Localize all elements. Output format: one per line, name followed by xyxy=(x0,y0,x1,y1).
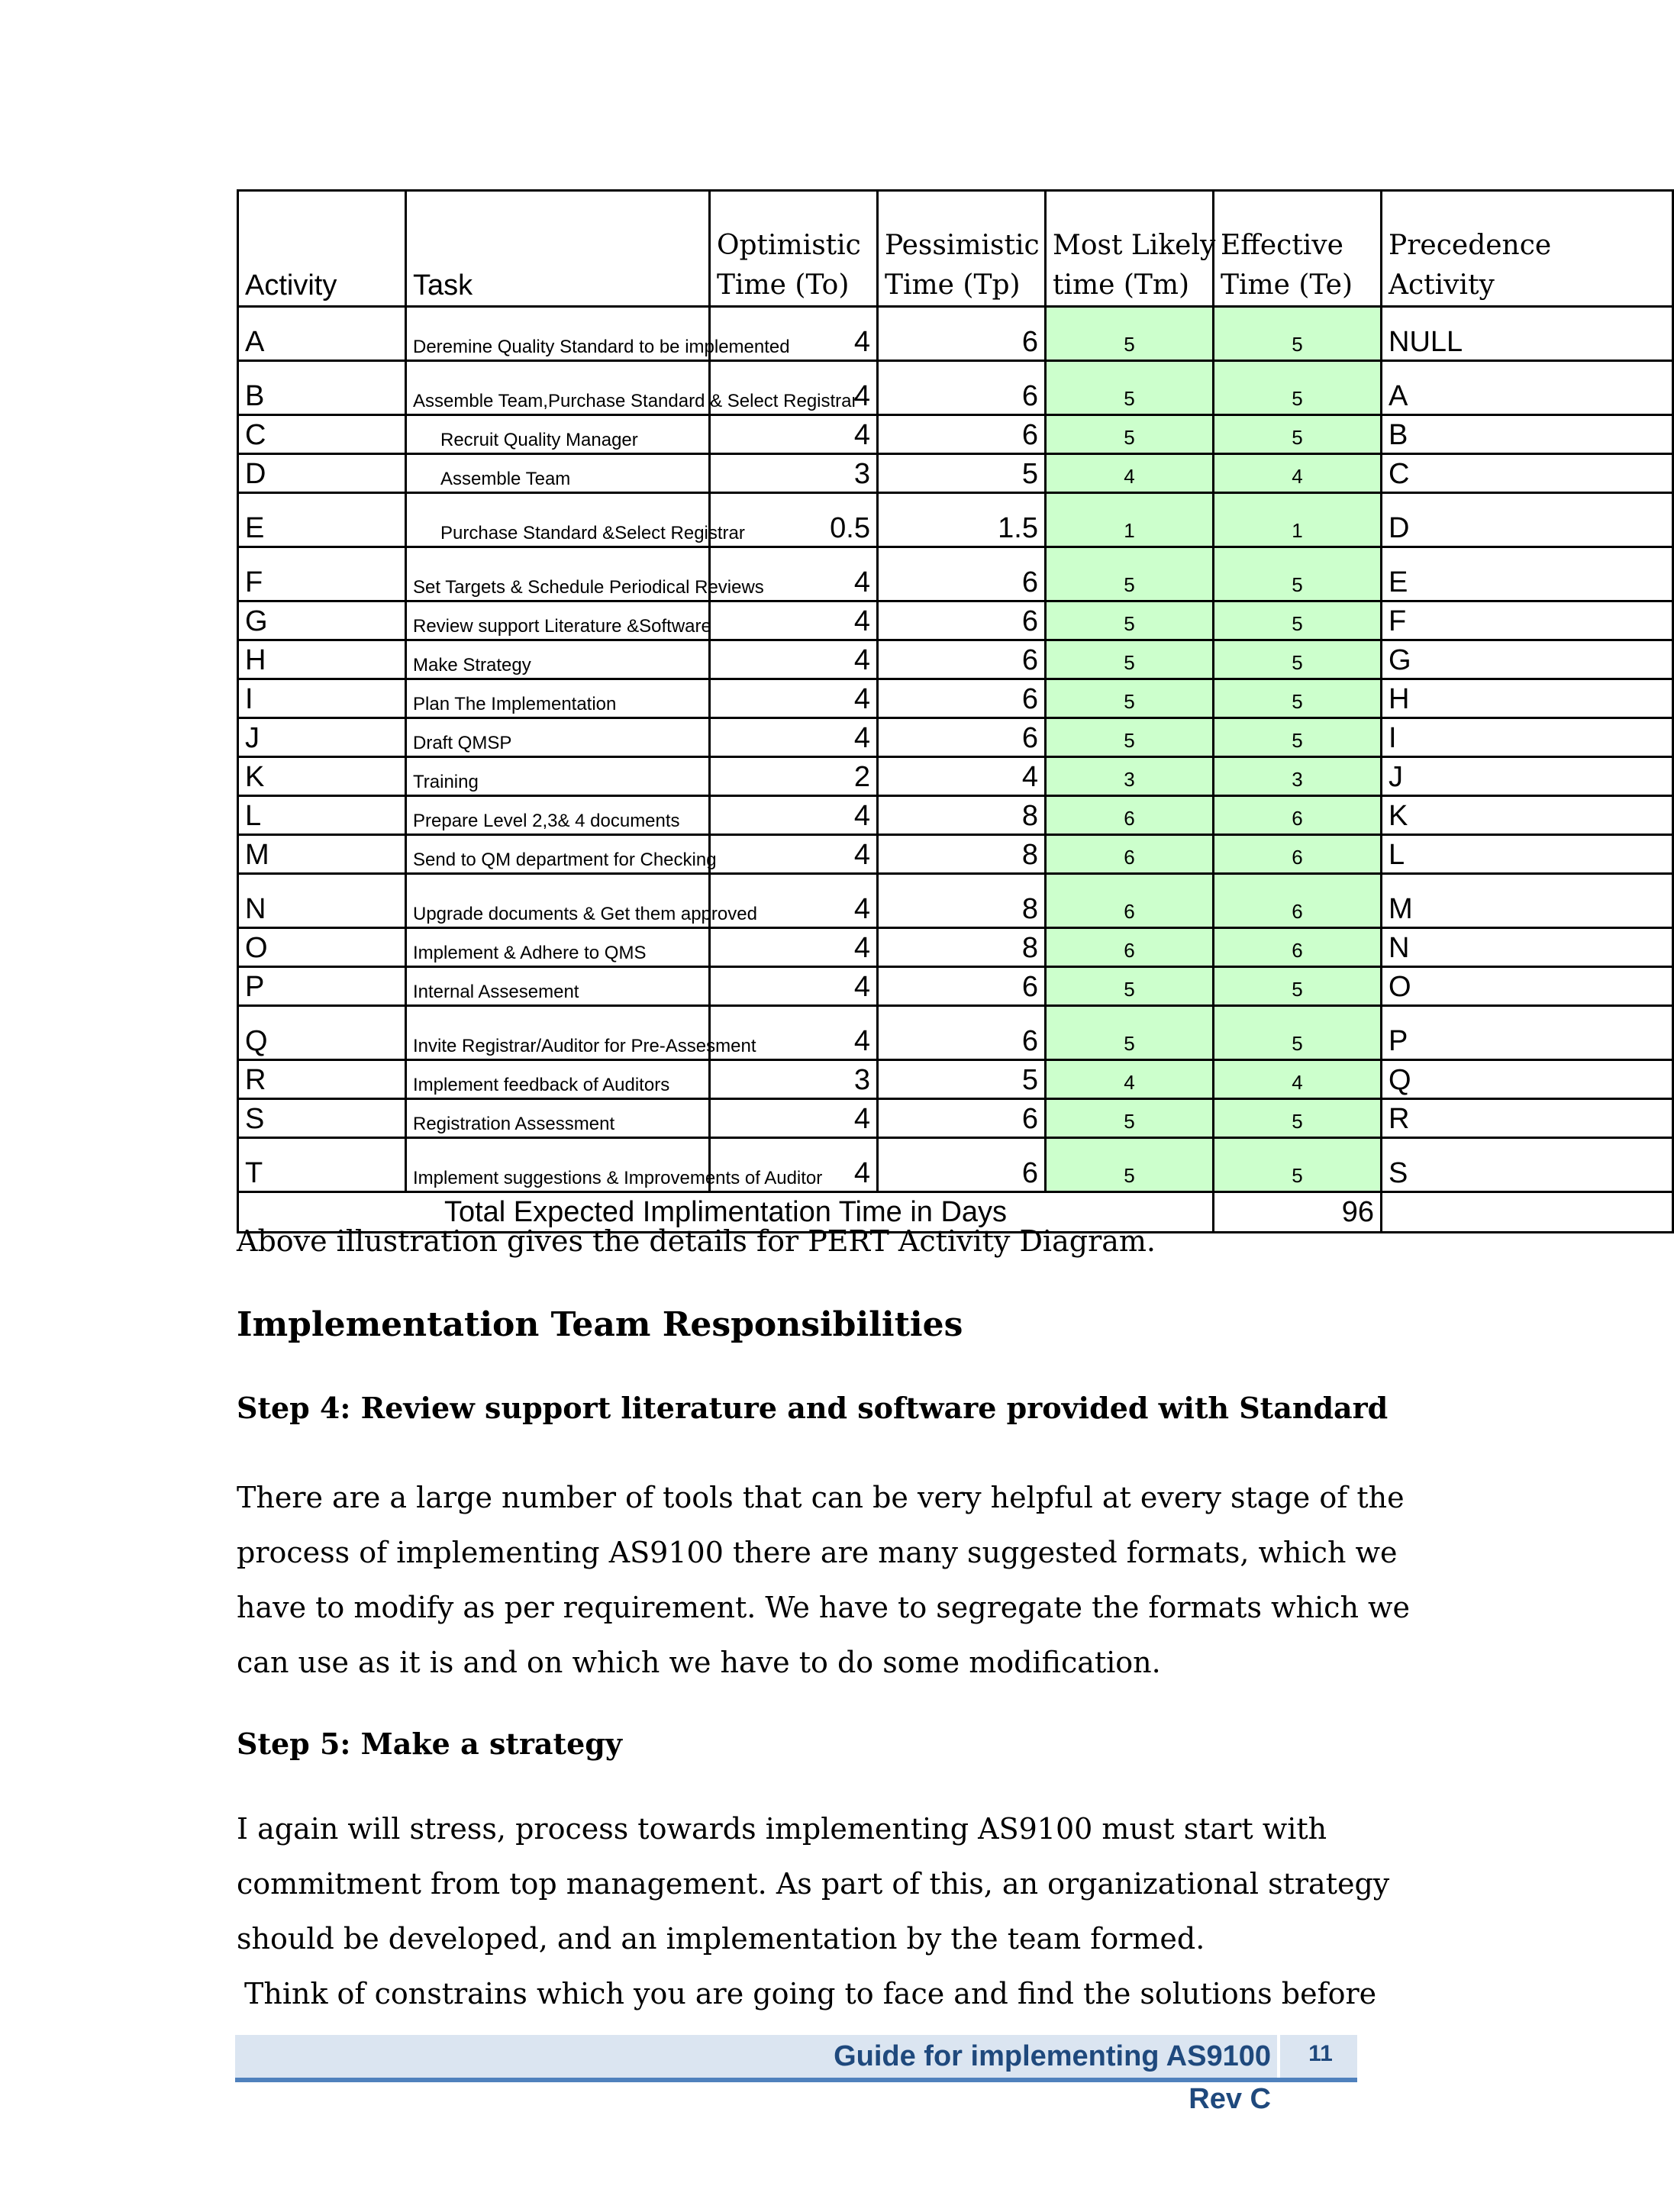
precedence-cell: NULL xyxy=(1382,307,1673,361)
header-task: Task xyxy=(406,191,710,307)
most-likely-cell: 1 xyxy=(1046,493,1214,547)
header-effective: Effective Time (Te) xyxy=(1214,191,1382,307)
task-cell: Review support Literature &Software xyxy=(406,601,710,640)
activity-cell: B xyxy=(238,361,406,415)
header-pessimistic: Pessimistic Time (Tp) xyxy=(878,191,1046,307)
pessimistic-cell: 6 xyxy=(878,679,1046,718)
pert-activity-table xyxy=(237,189,1674,1233)
effective-cell: 6 xyxy=(1214,928,1382,967)
effective-cell: 6 xyxy=(1214,796,1382,835)
task-cell: Purchase Standard &Select Registrar xyxy=(406,493,710,547)
optimistic-cell: 4 xyxy=(710,835,878,874)
total-value: 96 xyxy=(1214,1192,1382,1233)
precedence-cell: R xyxy=(1382,1099,1673,1138)
header-activity: Activity xyxy=(238,191,406,307)
optimistic-cell: 4 xyxy=(710,361,878,415)
table-row xyxy=(238,1099,1673,1138)
activity-cell: Q xyxy=(238,1006,406,1060)
pessimistic-cell: 6 xyxy=(878,718,1046,757)
task-cell: Draft QMSP xyxy=(406,718,710,757)
most-likely-cell: 5 xyxy=(1046,1099,1214,1138)
table-row xyxy=(238,757,1673,796)
optimistic-cell: 4 xyxy=(710,307,878,361)
table-row xyxy=(238,640,1673,679)
table-row xyxy=(238,307,1673,361)
task-cell: Send to QM department for Checking xyxy=(406,835,710,874)
effective-cell: 5 xyxy=(1214,415,1382,454)
effective-cell: 5 xyxy=(1214,1006,1382,1060)
task-cell: Internal Assesement xyxy=(406,967,710,1006)
activity-cell: D xyxy=(238,454,406,493)
activity-cell: P xyxy=(238,967,406,1006)
table-row xyxy=(238,454,1673,493)
effective-cell: 3 xyxy=(1214,757,1382,796)
optimistic-cell: 0.5 xyxy=(710,493,878,547)
precedence-cell: P xyxy=(1382,1006,1673,1060)
optimistic-cell: 4 xyxy=(710,1138,878,1192)
activity-cell: S xyxy=(238,1099,406,1138)
optimistic-cell: 2 xyxy=(710,757,878,796)
most-likely-cell: 5 xyxy=(1046,415,1214,454)
optimistic-cell: 4 xyxy=(710,967,878,1006)
precedence-cell: D xyxy=(1382,493,1673,547)
most-likely-cell: 6 xyxy=(1046,874,1214,928)
most-likely-cell: 5 xyxy=(1046,1138,1214,1192)
pessimistic-cell: 8 xyxy=(878,835,1046,874)
most-likely-cell: 4 xyxy=(1046,1060,1214,1099)
table-header-row xyxy=(238,191,1673,307)
task-cell: Set Targets & Schedule Periodical Reviews xyxy=(406,547,710,601)
most-likely-cell: 6 xyxy=(1046,796,1214,835)
activity-cell: T xyxy=(238,1138,406,1192)
step5-title: Step 5: Make a strategy xyxy=(237,1727,622,1761)
total-empty-cell xyxy=(1382,1192,1673,1233)
step5-paragraph-continued: Think of constrains which you are going to face and find the solutions before xyxy=(244,1977,1377,2010)
pessimistic-cell: 6 xyxy=(878,307,1046,361)
activity-cell: R xyxy=(238,1060,406,1099)
most-likely-cell: 6 xyxy=(1046,928,1214,967)
activity-cell: N xyxy=(238,874,406,928)
pessimistic-cell: 8 xyxy=(878,796,1046,835)
pessimistic-cell: 8 xyxy=(878,874,1046,928)
most-likely-cell: 4 xyxy=(1046,454,1214,493)
precedence-cell: G xyxy=(1382,640,1673,679)
optimistic-cell: 3 xyxy=(710,1060,878,1099)
task-cell: Make Strategy xyxy=(406,640,710,679)
table-row xyxy=(238,361,1673,415)
pessimistic-cell: 1.5 xyxy=(878,493,1046,547)
most-likely-cell: 5 xyxy=(1046,361,1214,415)
optimistic-cell: 3 xyxy=(710,454,878,493)
most-likely-cell: 5 xyxy=(1046,601,1214,640)
precedence-cell: K xyxy=(1382,796,1673,835)
effective-cell: 1 xyxy=(1214,493,1382,547)
effective-cell: 5 xyxy=(1214,547,1382,601)
effective-cell: 5 xyxy=(1214,718,1382,757)
precedence-cell: J xyxy=(1382,757,1673,796)
optimistic-cell: 4 xyxy=(710,1006,878,1060)
table-row xyxy=(238,874,1673,928)
most-likely-cell: 3 xyxy=(1046,757,1214,796)
most-likely-cell: 5 xyxy=(1046,1006,1214,1060)
effective-cell: 5 xyxy=(1214,640,1382,679)
optimistic-cell: 4 xyxy=(710,928,878,967)
precedence-cell: E xyxy=(1382,547,1673,601)
precedence-cell: N xyxy=(1382,928,1673,967)
pessimistic-cell: 6 xyxy=(878,1138,1046,1192)
activity-cell: K xyxy=(238,757,406,796)
table-row xyxy=(238,547,1673,601)
most-likely-cell: 6 xyxy=(1046,835,1214,874)
effective-cell: 5 xyxy=(1214,1099,1382,1138)
table-row xyxy=(238,928,1673,967)
footer-page-number: 11 xyxy=(1308,2041,1333,2066)
task-cell: Invite Registrar/Auditor for Pre-Assesment xyxy=(406,1006,710,1060)
header-most-likely: Most Likely time (Tm) xyxy=(1046,191,1214,307)
pessimistic-cell: 4 xyxy=(878,757,1046,796)
task-cell: Training xyxy=(406,757,710,796)
header-precedence: Precedence Activity xyxy=(1382,191,1673,307)
effective-cell: 6 xyxy=(1214,835,1382,874)
pessimistic-cell: 6 xyxy=(878,1006,1046,1060)
step5-paragraph: I again will stress, process towards implementing AS9100 must start with commitment from top management. As part of this, an organizational strategy should be developed, and an implementation by the team formed. xyxy=(237,1812,1390,1956)
table-row xyxy=(238,1138,1673,1192)
precedence-cell: L xyxy=(1382,835,1673,874)
pessimistic-cell: 6 xyxy=(878,1099,1046,1138)
table-row xyxy=(238,415,1673,454)
task-cell: Recruit Quality Manager xyxy=(406,415,710,454)
precedence-cell: I xyxy=(1382,718,1673,757)
task-cell: Plan The Implementation xyxy=(406,679,710,718)
optimistic-cell: 4 xyxy=(710,547,878,601)
precedence-cell: C xyxy=(1382,454,1673,493)
total-label: Total Expected Implimentation Time in Days xyxy=(238,1192,1214,1233)
table-caption: Above illustration gives the details for PERT Activity Diagram. xyxy=(237,1224,1156,1258)
pessimistic-cell: 5 xyxy=(878,1060,1046,1099)
footer-document-title: Guide for implementing AS9100 Rev C xyxy=(780,2035,1280,2078)
effective-cell: 6 xyxy=(1214,874,1382,928)
task-cell: Implement suggestions & Improvements of Auditor xyxy=(406,1138,710,1192)
task-cell: Assemble Team,Purchase Standard & Select Registrar xyxy=(406,361,710,415)
table-row xyxy=(238,967,1673,1006)
header-optimistic: Optimistic Time (To) xyxy=(710,191,878,307)
activity-cell: E xyxy=(238,493,406,547)
optimistic-cell: 4 xyxy=(710,1099,878,1138)
effective-cell: 4 xyxy=(1214,1060,1382,1099)
activity-cell: O xyxy=(238,928,406,967)
task-cell: Implement feedback of Auditors xyxy=(406,1060,710,1099)
task-cell: Implement & Adhere to QMS xyxy=(406,928,710,967)
pessimistic-cell: 6 xyxy=(878,601,1046,640)
pert-table-wrapper xyxy=(237,189,1552,1229)
pessimistic-cell: 5 xyxy=(878,454,1046,493)
precedence-cell: F xyxy=(1382,601,1673,640)
task-cell: Upgrade documents & Get them approved xyxy=(406,874,710,928)
activity-cell: H xyxy=(238,640,406,679)
most-likely-cell: 5 xyxy=(1046,718,1214,757)
effective-cell: 5 xyxy=(1214,1138,1382,1192)
activity-cell: L xyxy=(238,796,406,835)
activity-cell: I xyxy=(238,679,406,718)
table-row xyxy=(238,718,1673,757)
task-cell: Deremine Quality Standard to be implemented xyxy=(406,307,710,361)
precedence-cell: A xyxy=(1382,361,1673,415)
pessimistic-cell: 6 xyxy=(878,547,1046,601)
effective-cell: 5 xyxy=(1214,307,1382,361)
most-likely-cell: 5 xyxy=(1046,547,1214,601)
section-heading: Implementation Team Responsibilities xyxy=(237,1305,963,1344)
task-cell: Assemble Team xyxy=(406,454,710,493)
activity-cell: A xyxy=(238,307,406,361)
precedence-cell: O xyxy=(1382,967,1673,1006)
activity-cell: M xyxy=(238,835,406,874)
optimistic-cell: 4 xyxy=(710,415,878,454)
optimistic-cell: 4 xyxy=(710,601,878,640)
precedence-cell: B xyxy=(1382,415,1673,454)
task-cell: Registration Assessment xyxy=(406,1099,710,1138)
pessimistic-cell: 6 xyxy=(878,361,1046,415)
step4-title: Step 4: Review support literature and software provided with Standard xyxy=(237,1391,1389,1425)
table-row xyxy=(238,1006,1673,1060)
activity-cell: C xyxy=(238,415,406,454)
precedence-cell: S xyxy=(1382,1138,1673,1192)
activity-cell: J xyxy=(238,718,406,757)
table-row xyxy=(238,679,1673,718)
optimistic-cell: 4 xyxy=(710,718,878,757)
effective-cell: 4 xyxy=(1214,454,1382,493)
precedence-cell: M xyxy=(1382,874,1673,928)
effective-cell: 5 xyxy=(1214,601,1382,640)
most-likely-cell: 5 xyxy=(1046,679,1214,718)
table-row xyxy=(238,601,1673,640)
most-likely-cell: 5 xyxy=(1046,967,1214,1006)
optimistic-cell: 4 xyxy=(710,874,878,928)
optimistic-cell: 4 xyxy=(710,679,878,718)
optimistic-cell: 4 xyxy=(710,796,878,835)
effective-cell: 5 xyxy=(1214,967,1382,1006)
pessimistic-cell: 6 xyxy=(878,415,1046,454)
effective-cell: 5 xyxy=(1214,361,1382,415)
most-likely-cell: 5 xyxy=(1046,307,1214,361)
table-row xyxy=(238,493,1673,547)
precedence-cell: H xyxy=(1382,679,1673,718)
pessimistic-cell: 6 xyxy=(878,967,1046,1006)
pessimistic-cell: 8 xyxy=(878,928,1046,967)
step4-paragraph: There are a large number of tools that can be very helpful at every stage of the process of implementing AS9100 there are many suggested formats, which we have to modify as per requirement. We have to segregate the formats which we can use as it is and on which we have to do some modification. xyxy=(237,1481,1411,1679)
task-cell: Prepare Level 2,3& 4 documents xyxy=(406,796,710,835)
precedence-cell: Q xyxy=(1382,1060,1673,1099)
activity-cell: G xyxy=(238,601,406,640)
table-row xyxy=(238,835,1673,874)
table-row xyxy=(238,1060,1673,1099)
effective-cell: 5 xyxy=(1214,679,1382,718)
activity-cell: F xyxy=(238,547,406,601)
table-row xyxy=(238,796,1673,835)
pessimistic-cell: 6 xyxy=(878,640,1046,679)
optimistic-cell: 4 xyxy=(710,640,878,679)
most-likely-cell: 5 xyxy=(1046,640,1214,679)
